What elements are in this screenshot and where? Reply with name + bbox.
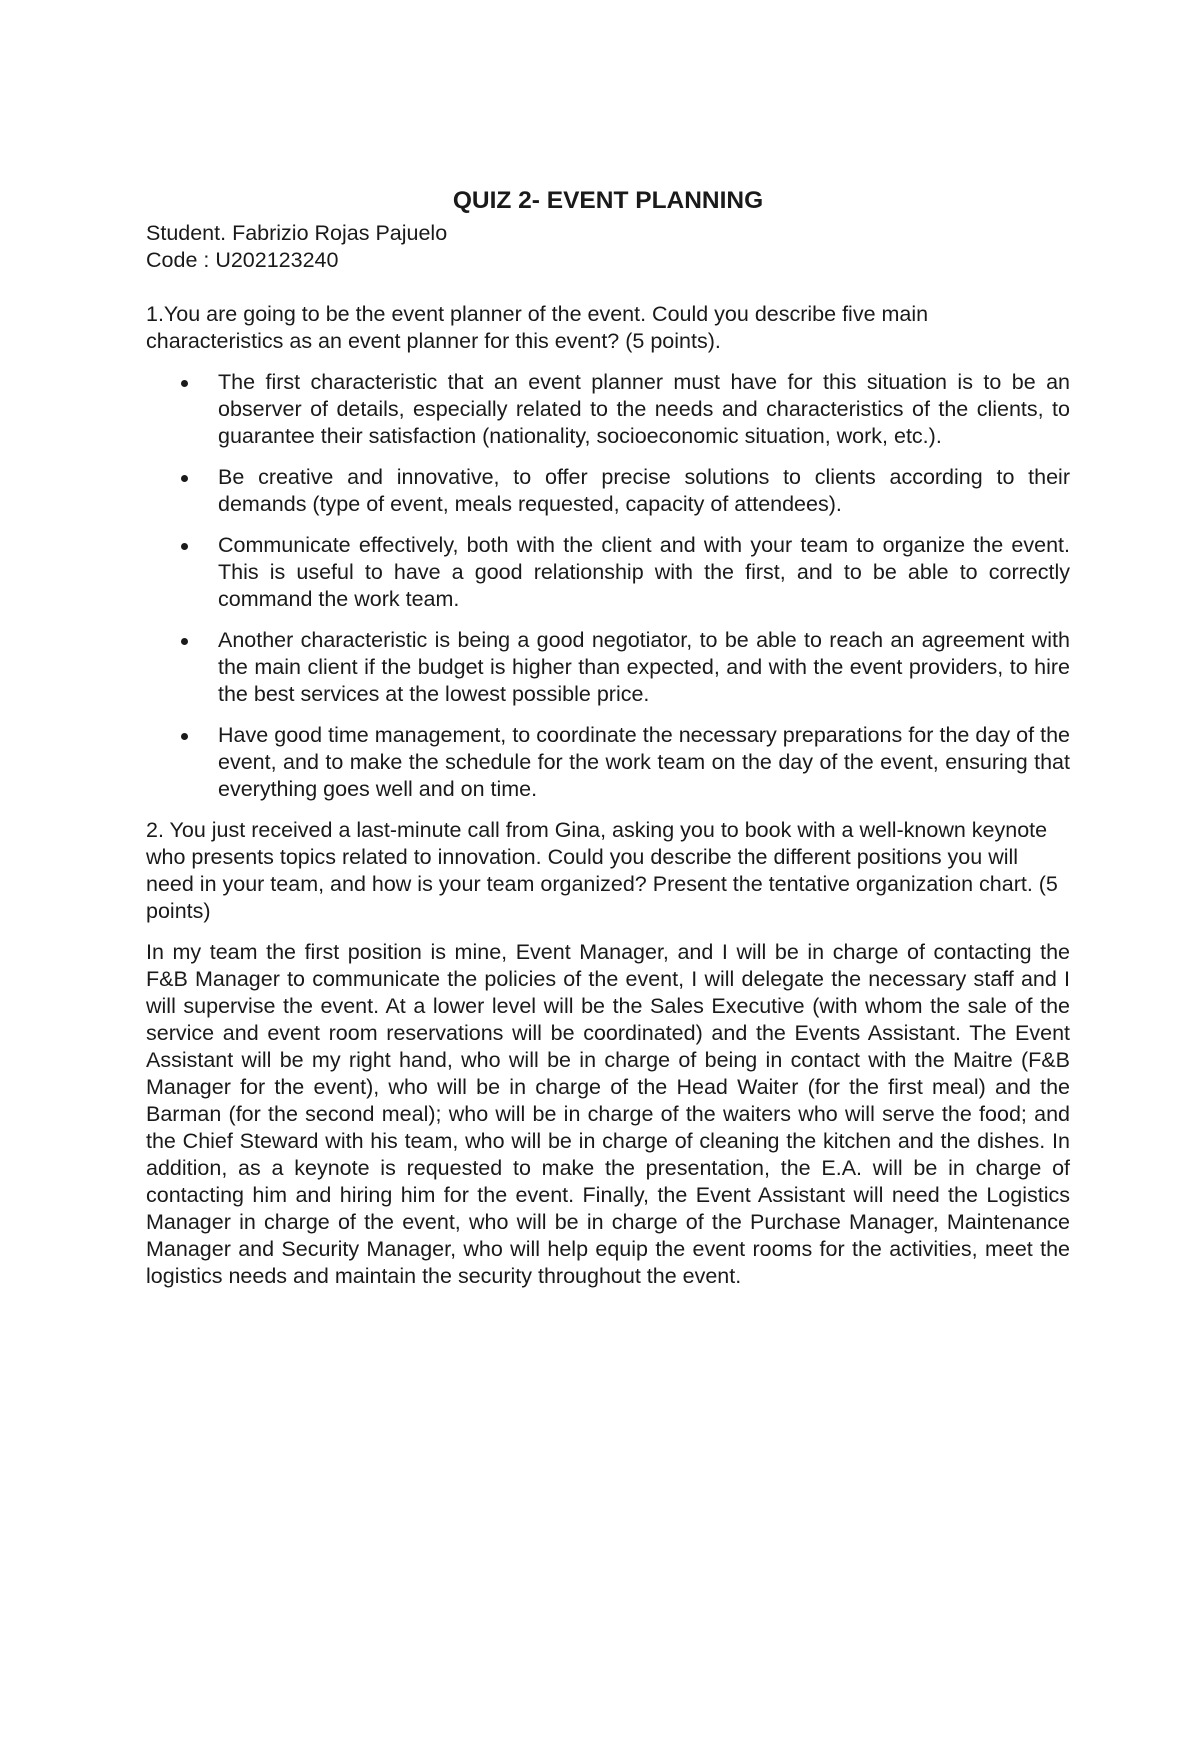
list-item bbox=[146, 627, 1070, 708]
bullet-icon bbox=[181, 638, 188, 645]
document-title: QUIZ 2- EVENT PLANNING bbox=[452, 187, 764, 214]
question-2-text: 2. You just received a last-minute call from Gina, asking you to book with a well-known keynote who presents topics related to innovation. Could you describe the different positions you will need in your team, and how is your team organized? Present the tentative organization chart. (5 points) bbox=[146, 818, 1058, 923]
spacer bbox=[146, 274, 1070, 301]
bullet-icon bbox=[181, 475, 188, 482]
list-item-text: Communicate effectively, both with the client and with your team to organize the event. This is useful to have a good relationship with the first, and to be able to correctly command the work team. bbox=[218, 533, 1070, 611]
bullet-icon bbox=[181, 543, 188, 550]
list-item-text: The first characteristic that an event planner must have for this situation is to be an observer of details, especially related to the needs and characteristics of the clients, to guarantee their satisfaction (nationality, socioeconomic situation, work, etc.). bbox=[218, 370, 1070, 448]
document-body bbox=[146, 186, 1070, 1304]
question-2-answer: In my team the first position is mine, Event Manager, and I will be in charge of contacting the F&B Manager to communicate the policies of the event, I will delegate the necessary staff and I will supervise the event. At a lower level will be the Sales Executive (with whom the sale of the service and event room reservations will be coordinated) and the Events Assistant. The Event Assistant will be my right hand, who will be in charge of being in contact with the Maitre (F&B Manager for the event), who will be in charge of the Head Waiter (for the first meal) and the Barman (for the second meal); who will be in charge of the waiters who will serve the food; and the Chief Steward with his team, who will be in charge of cleaning the kitchen and the dishes. In addition, as a keynote is requested to make the presentation, the E.A. will be in charge of contacting him and hiring him for the event. Finally, the Event Assistant will need the Logistics Manager in charge of the event, who will be in charge of the Purchase Manager, Maintenance Manager and Security Manager, who will help equip the event rooms for the activities, meet the logistics needs and maintain the security throughout the event. bbox=[146, 940, 1070, 1288]
student-name: Student. Fabrizio Rojas Pajuelo bbox=[146, 221, 448, 245]
list-item bbox=[146, 722, 1070, 803]
bullet-icon bbox=[181, 380, 188, 387]
list-item-text: Another characteristic is being a good negotiator, to be able to reach an agreement with the main client if the budget is higher than expected, and with the event providers, to hire the best services at the lowest possible price. bbox=[218, 628, 1070, 706]
question-1-text: 1.You are going to be the event planner of the event. Could you describe five main characteristics as an event planner for this event? (5 points). bbox=[146, 302, 929, 353]
list-item bbox=[146, 464, 1070, 518]
list-item bbox=[146, 369, 1070, 450]
bullet-icon bbox=[181, 733, 188, 740]
list-item-text: Be creative and innovative, to offer precise solutions to clients according to their demands (type of event, meals requested, capacity of attendees). bbox=[218, 465, 1070, 516]
question-1-answer-list bbox=[146, 369, 1070, 803]
list-item-text: Have good time management, to coordinate the necessary preparations for the day of the event, and to make the schedule for the work team on the day of the event, ensuring that everything goes well and on time. bbox=[218, 723, 1070, 801]
student-code: Code : U202123240 bbox=[146, 248, 339, 272]
list-item bbox=[146, 532, 1070, 613]
